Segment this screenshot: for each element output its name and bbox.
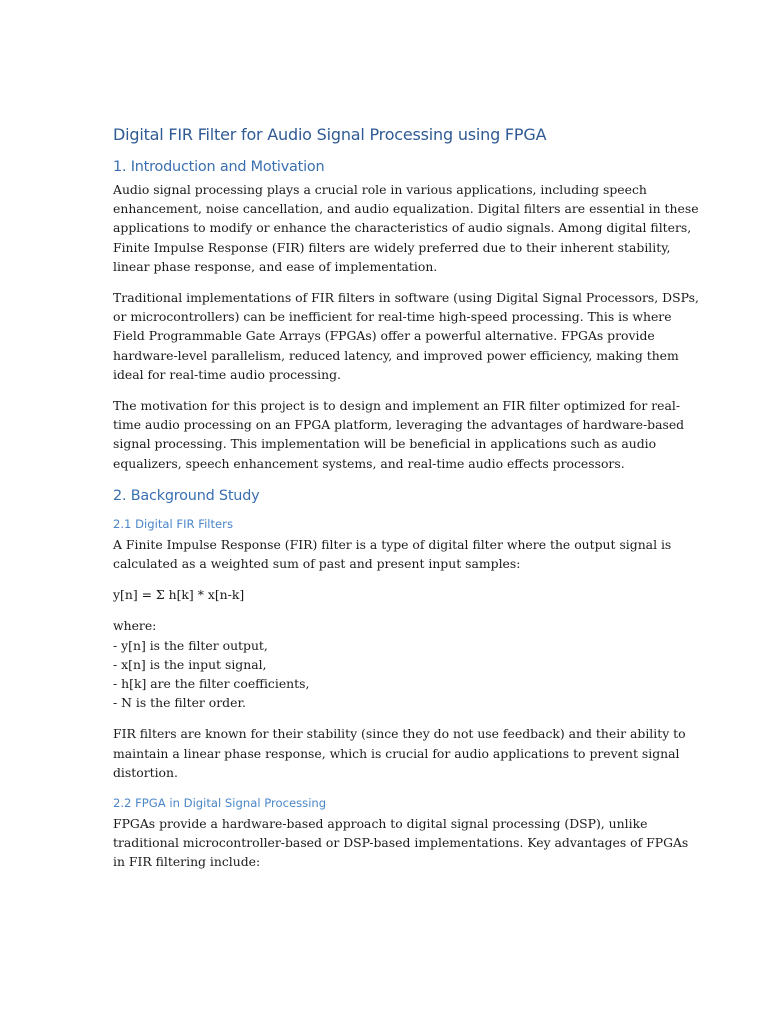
formula-where-list — [113, 616, 663, 712]
text-line: The motivation for this project is to design and implement an FIR filter optimized for real- — [113, 398, 681, 414]
text-line: calculated as a weighted sum of past and present input samples: — [113, 556, 521, 572]
text-line: enhancement, noise cancellation, and audio equalization. Digital filters are essential in these — [113, 201, 699, 217]
text-line: linear phase response, and ease of implementation. — [113, 258, 438, 274]
section-heading-introduction: 1. Introduction and Motivation — [113, 159, 325, 175]
text-line: time audio processing on an FPGA platform, leveraging the advantages of hardware-based — [113, 417, 685, 433]
subsection-heading-fpga-dsp: 2.2 FPGA in Digital Signal Processing — [113, 796, 327, 811]
text-line: ideal for real-time audio processing. — [113, 366, 341, 382]
text-line: Field Programmable Gate Arrays (FPGAs) offer a powerful alternative. FPGAs provide — [113, 328, 655, 344]
list-item: - h[k] are the filter coefficients, — [113, 676, 310, 692]
list-item: - N is the filter order. — [113, 695, 246, 711]
text-line: applications to modify or enhance the characteristics of audio signals. Among digital filters, — [113, 220, 692, 236]
text-line: in FIR filtering include: — [113, 854, 261, 870]
text-line: FIR filters are known for their stability (since they do not use feedback) and their ability to — [113, 726, 686, 742]
list-item: - x[n] is the input signal, — [113, 656, 267, 672]
subsection-heading-fir-filters: 2.1 Digital FIR Filters — [113, 516, 233, 531]
text-line: Traditional implementations of FIR filters in software (using Digital Signal Processors, DSPs, — [113, 290, 699, 306]
fir-formula: y[n] = Σ h[k] * x[n-k] — [113, 587, 245, 603]
document-body — [113, 122, 699, 884]
paragraph-fir-stability — [113, 724, 686, 782]
text-line: maintain a linear phase response, which is crucial for audio applications to prevent signal — [113, 745, 680, 761]
list-item: - y[n] is the filter output, — [113, 637, 268, 653]
paragraph-intro-2 — [113, 288, 699, 384]
document-title: Digital FIR Filter for Audio Signal Processing using FPGA — [113, 125, 547, 144]
paragraph-fpga-dsp — [113, 814, 689, 872]
paragraph-intro-3 — [113, 396, 685, 473]
text-line: signal processing. This implementation will be beneficial in applications such as audio — [113, 436, 657, 452]
paragraph-fir-definition — [113, 535, 672, 573]
text-line: Audio signal processing plays a crucial role in various applications, including speech — [113, 182, 647, 197]
text-line: or microcontrollers) can be inefficient for real-time high-speed processing. This is where — [113, 309, 672, 325]
text-line: traditional microcontroller-based or DSP-based implementations. Key advantages of FPGAs — [113, 835, 689, 851]
paragraph-intro-1 — [113, 180, 699, 276]
text-line: where: — [113, 618, 157, 634]
text-line: Finite Impulse Response (FIR) filters are widely preferred due to their inherent stability, — [113, 239, 671, 255]
text-line: FPGAs provide a hardware-based approach to digital signal processing (DSP), unlike — [113, 816, 648, 832]
text-line: hardware-level parallelism, reduced latency, and improved power efficiency, making them — [113, 347, 679, 363]
text-line: distortion. — [113, 764, 178, 780]
text-line: A Finite Impulse Response (FIR) filter is a type of digital filter where the output signal is — [113, 536, 672, 552]
text-line: equalizers, speech enhancement systems, and real-time audio effects processors. — [113, 455, 625, 471]
section-heading-background: 2. Background Study — [113, 487, 260, 504]
